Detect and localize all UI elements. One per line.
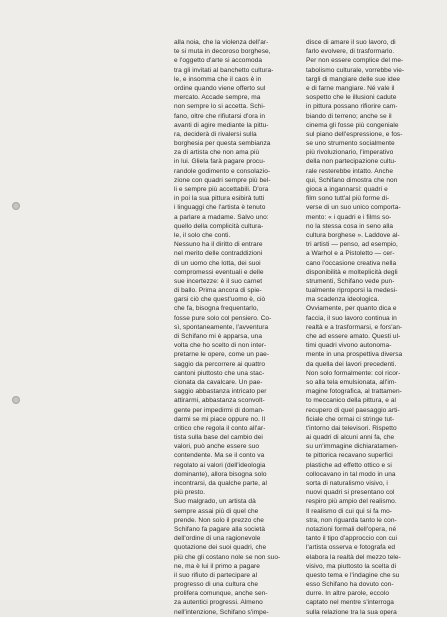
text-line: in pittura possano rifiorire cam- — [306, 103, 398, 111]
text-line: valori, può anche essere suo — [174, 443, 260, 451]
text-line: sorta di naturalismo visivo, i — [306, 480, 388, 487]
text-line: cultura borghese ». Laddove al- — [306, 231, 400, 239]
text-line: alla noia, che la violenza dell'ar- — [174, 39, 269, 46]
text-line: incontrarsi, da qualche parte, al — [174, 480, 267, 487]
text-line: a parlare a madame. Salvo uno: — [174, 213, 269, 221]
text-line: ra, deciderà di rivalersi sulla — [174, 130, 257, 138]
text-line: sì, spontaneamente, l'avventura — [174, 323, 269, 331]
text-line: di un uomo che lotta, dei suoi — [174, 259, 261, 267]
text-line: elabora la realtà del mezzo tele- — [306, 553, 401, 561]
text-line: più rivoluzionario, l'imperativo — [306, 149, 394, 157]
text-line: prende. Non solo il prezzo che — [174, 516, 264, 524]
text-line: che ad essere amato. Questi ul- — [306, 333, 401, 340]
text-line: le, e insomma che il caos è in — [174, 75, 262, 83]
text-line: respiro più ampio del realismo. — [306, 498, 397, 506]
text-line: Per non essere complice del me- — [306, 57, 404, 65]
text-line: disponibilità e molteplicità degli — [306, 268, 398, 276]
text-line: tanto il tipo d'approccio con cui — [306, 535, 397, 543]
text-line: tra gli invitati al banchetto cultura- — [174, 66, 274, 74]
text-line: mente in una prospettiva diversa — [306, 351, 403, 359]
text-line: attirarmi, abbastanza sconvolt- — [174, 397, 265, 405]
text-line: magine fotografica, al trattamen- — [306, 388, 402, 396]
text-line: volta che ho scelto di non inter- — [174, 342, 267, 350]
text-line: sul piano dell'espressione, e fos- — [306, 130, 403, 138]
text-line: sue incertezze: è il suo carnet — [174, 277, 263, 285]
text-line: ai quadri di alcuni anni fa, che — [306, 434, 395, 442]
text-line: gente per impedirmi di doman- — [174, 406, 265, 414]
text-line: biando di terreno; anche se il — [306, 112, 392, 120]
text-line: tualmente riproporsi la medesi- — [306, 287, 398, 295]
text-line: collocavano in tal modo in una — [306, 470, 396, 478]
text-line: timi quadri vivono autonoma- — [306, 342, 392, 350]
text-line: nuovi quadri si presentano col — [306, 489, 395, 497]
text-line: zione con quadri sempre più bel- — [174, 176, 271, 184]
text-line: qui, Schifano dimostra che non — [306, 176, 398, 184]
text-line: più presto. — [174, 489, 206, 497]
text-line: sospetto che le illusioni cadute — [306, 94, 397, 102]
text-line: quello della complicità cultura- — [174, 222, 264, 230]
text-line: dominante), allora bisogna solo — [174, 470, 267, 478]
text-column-right — [306, 38, 434, 617]
text-line: nell'intenzione, Schifano s'impe- — [174, 608, 269, 616]
text-line: progresso di una cultura che — [174, 581, 259, 589]
text-line: za autentici progressi. Almeno — [174, 599, 263, 607]
text-line: su un'immagine dichiaratamen- — [306, 443, 399, 451]
text-line: film sono tutt'al più forme di- — [306, 195, 390, 203]
text-line: regolato ai valori (dell'ideologia — [174, 461, 266, 469]
text-line: Ovviamente, per quanto dica e — [306, 305, 397, 313]
text-line: Il realismo di cui qui si fa mo- — [306, 507, 393, 515]
text-line: esso Schifano ha dovuto con- — [306, 581, 394, 589]
text-line: no la stessa cosa in seno alla — [306, 222, 394, 230]
text-line: pretarne le opere, come un pae- — [174, 351, 270, 359]
text-line: e l'oggetto d'arte si accomoda — [174, 57, 263, 65]
text-line: Schifano fa pagare alla società — [174, 525, 266, 533]
text-line: mercato. Accade sempre, ma — [174, 94, 261, 102]
text-line: in lui. Gliela farà pagare procu- — [174, 158, 266, 166]
text-line: Suo malgrado, un artista dà — [174, 498, 256, 506]
text-line: visivo, ma piuttosto la scelta di — [306, 562, 397, 570]
text-line: rale resterebbe intatto. Anche — [306, 167, 394, 175]
text-line: l'artista osserva e fotografa ed — [306, 544, 396, 552]
text-line: fosse pure solo col pensiero. Co- — [174, 314, 272, 322]
text-line: gioca a ingannarsi: quadri e — [306, 186, 388, 193]
text-column-left — [174, 38, 298, 617]
text-line: ficiale che ormai ci stringe tut- — [306, 415, 395, 423]
text-line: to meccanico della pittura, e al — [306, 397, 397, 405]
binder-hole-bottom — [12, 396, 20, 404]
text-line: disce di amare il suo lavoro, di — [306, 39, 396, 46]
text-line: non sempre lo si accetta. Schi- — [174, 103, 266, 111]
text-line: in poi la sua pittura esibirà tutti — [174, 195, 265, 203]
text-line: za di artista che non ama più — [174, 149, 260, 157]
text-line: le, il solo che conti. — [174, 231, 231, 239]
text-line: tabolismo culturale, vorrebbe vie- — [306, 66, 405, 74]
text-line: targli di mangiare delle sue idee — [306, 75, 401, 83]
text-line: cionata da cavalcare. Un pae- — [174, 378, 263, 386]
text-line: Nessuno ha il diritto di entrare — [174, 241, 263, 249]
text-line: che fa, bisogna frequentarlo, — [174, 305, 259, 313]
binder-hole-top — [12, 202, 20, 210]
text-line: a Warhol e a Pistoletto — cer- — [306, 250, 395, 258]
text-line: plastiche ad effetto ottico e si — [306, 461, 392, 469]
text-line: questo tema e l'indagine che su — [306, 571, 400, 579]
text-line: strumenti, Schifano vede pun- — [306, 277, 395, 285]
text-line: ordine quando viene offerto sul — [174, 84, 266, 92]
text-line: più che gli costano nole se non suo- — [174, 553, 281, 561]
text-line: durre. In altre parole, eccolo — [306, 590, 390, 598]
text-line: il suo rifiuto di partecipare al — [174, 571, 258, 579]
text-line: e di farne mangiare. Né vale il — [306, 84, 395, 92]
text-line: t'intorno dai televisori. Rispetto — [306, 424, 397, 432]
text-line: verse di un suo unico comporta- — [306, 204, 401, 212]
text-line: ne, ma è lui il primo a pagare — [174, 562, 260, 570]
text-line: darmi se mi piace oppure no. Il — [174, 415, 266, 423]
text-line: te pittorica recavano superfici — [306, 452, 393, 460]
text-line: borghesia per questa sembianza — [174, 140, 271, 148]
text-line: stra, non riguarda tanto le con- — [306, 516, 397, 524]
text-line: nel merito delle contraddizioni — [174, 250, 263, 258]
text-line: Non solo formalmente: col ricor- — [306, 369, 401, 377]
text-line: critico che regola il conto all'ar- — [174, 424, 266, 432]
text-line: ma scadenza ideologica. — [306, 296, 380, 304]
text-line: contendente. Ma se il conto va — [174, 452, 265, 460]
text-line: mento: « i quadri e i films so- — [306, 213, 392, 221]
text-line: li e sempre più accettabili. D'ora — [174, 186, 269, 193]
text-line: cano l'occasione creativa nella — [306, 259, 397, 267]
text-line: di ballo. Prima ancora di spie- — [174, 287, 262, 295]
text-line: fano, oltre che rifiutarsi d'ora in — [174, 112, 266, 120]
text-line: farlo evolvere, di trasformarlo. — [306, 48, 395, 56]
text-line: tri artisti — penso, ad esempio, — [306, 241, 398, 249]
text-line: da quella dei lavori precedenti. — [306, 360, 397, 368]
text-line: sempre assai più di quel che — [174, 507, 259, 515]
text-line: di Schifano mi è apparsa, una — [174, 333, 263, 340]
text-line: cinema gli fosse più congeniale — [306, 121, 399, 129]
text-line: tista sulla base del cambio dei — [174, 434, 263, 442]
text-line: cantoni piuttosto che una stac- — [174, 369, 265, 377]
text-line: so alla tela emulsionata, all'im- — [306, 378, 397, 386]
text-line: te si muta in decoroso borghese, — [174, 48, 271, 56]
text-line: i linguaggi che l'artista è tenuto — [174, 204, 266, 212]
text-line: compromessi eventuali e delle — [174, 268, 264, 276]
text-line: avanti di agire mediante la pittu- — [174, 121, 269, 129]
text-line: quotazione dei suoi quadri, che — [174, 544, 267, 552]
text-line: saggio da percorrere ai quattro — [174, 360, 266, 368]
text-line: prolifera comunque, anche sen- — [174, 590, 268, 598]
text-line: se uno strumento socialmente — [306, 140, 395, 148]
text-line: sulla relazione tra la sua opera — [306, 608, 397, 616]
text-line: recupero di quel paesaggio arti- — [306, 406, 400, 414]
text-line: saggio abbastanza intricato per — [174, 388, 267, 396]
text-line: notazioni formali dell'opera, né — [306, 525, 397, 533]
text-line: garsi ciò che quest'uomo è, ciò — [174, 296, 266, 304]
text-line: randole godimento e consolazio- — [174, 167, 271, 175]
text-line: dell'ordine di una ragionevole — [174, 535, 261, 543]
text-line: faccia, il suo lavoro continua in — [306, 314, 397, 322]
text-line: della non partecipazione cultu- — [306, 158, 397, 166]
text-line: captato nel mentre s'interroga — [306, 599, 394, 607]
text-line: realtà e a trasformarsi, e fors'an- — [306, 323, 403, 331]
